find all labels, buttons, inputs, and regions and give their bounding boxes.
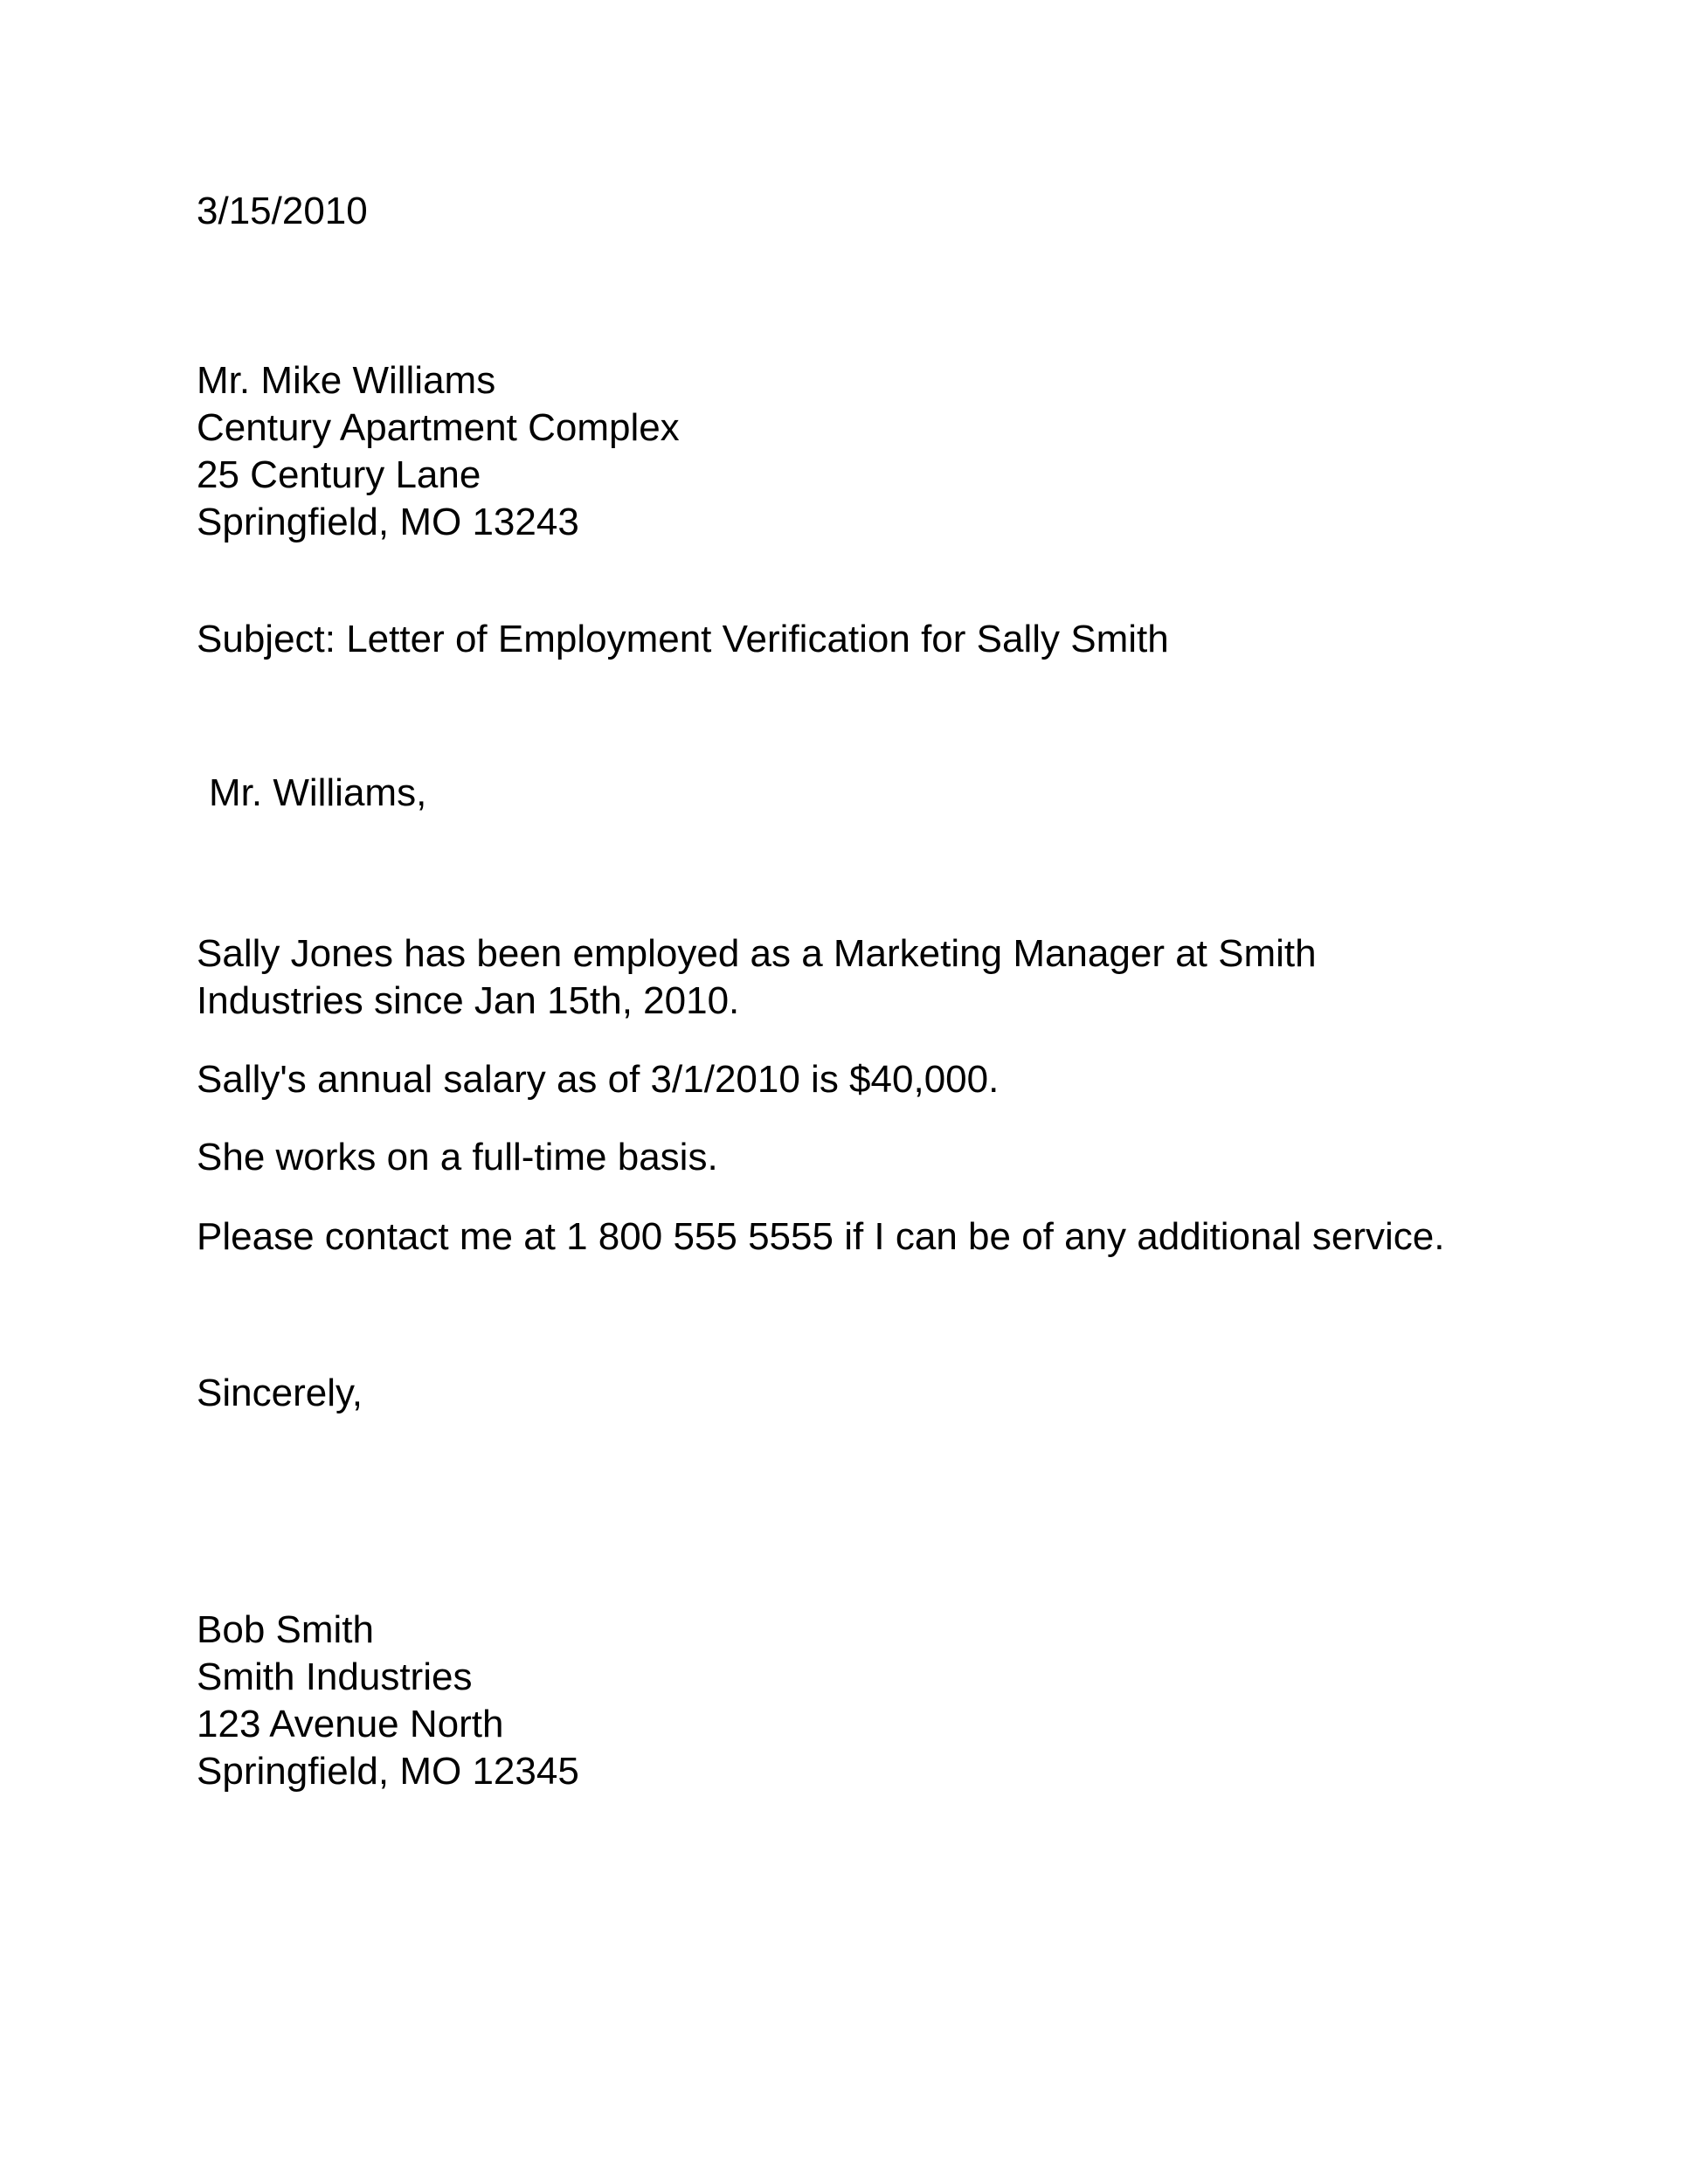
- body-paragraph-salary: Sally's annual salary as of 3/1/2010 is $40,000.: [197, 1058, 1000, 1101]
- sender-name: Bob Smith: [197, 1608, 374, 1651]
- body-paragraph-employment-line-2: Industries since Jan 15th, 2010.: [197, 979, 740, 1022]
- sender-city-state-zip: Springfield, MO 12345: [197, 1750, 579, 1793]
- body-paragraph-employment: [197, 930, 1491, 1025]
- recipient-address-block: [197, 357, 1491, 546]
- recipient-name: Mr. Mike Williams: [197, 359, 496, 402]
- letter-date: 3/15/2010: [197, 190, 368, 232]
- sender-company: Smith Industries: [197, 1655, 473, 1698]
- closing-sincerely: Sincerely,: [197, 1372, 363, 1414]
- body-paragraph-contact: Please contact me at 1 800 555 5555 if I can be of any additional service.: [197, 1215, 1445, 1258]
- sender-signature-block: [197, 1607, 1491, 1795]
- salutation: Mr. Williams,: [209, 771, 427, 814]
- sender-street: 123 Avenue North: [197, 1703, 504, 1745]
- body-paragraph-fulltime: She works on a full-time basis.: [197, 1136, 718, 1178]
- subject-line: Subject: Letter of Employment Verification for Sally Smith: [197, 618, 1169, 660]
- recipient-street: 25 Century Lane: [197, 453, 481, 496]
- recipient-city-state-zip: Springfield, MO 13243: [197, 501, 579, 543]
- recipient-company: Century Apartment Complex: [197, 406, 680, 449]
- body-paragraph-employment-line-1: Sally Jones has been employed as a Marketing Manager at Smith: [197, 932, 1317, 975]
